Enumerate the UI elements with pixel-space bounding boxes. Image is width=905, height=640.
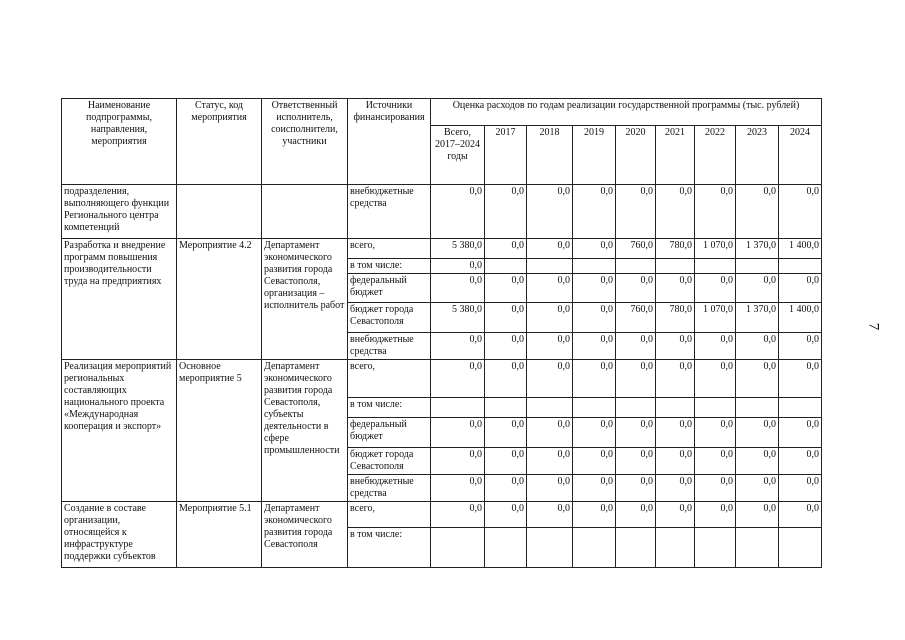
activity-name: подразделения, выполняющего функции Регионального центра компетенций (62, 185, 177, 239)
activity-status: Мероприятие 5.1 (177, 502, 262, 568)
activity-responsible: Департамент экономического развития города Севастополя (262, 502, 348, 568)
year-value: 0,0 (485, 475, 527, 502)
year-value: 0,0 (656, 185, 695, 239)
header-sources: Источники финансирования (348, 99, 431, 185)
year-value: 0,0 (573, 185, 616, 239)
year-value (573, 259, 616, 274)
total-value: 0,0 (431, 502, 485, 528)
total-value: 0,0 (431, 274, 485, 303)
year-value: 0,0 (779, 185, 822, 239)
header-year: 2020 (616, 126, 656, 185)
year-value: 0,0 (736, 448, 779, 475)
year-value: 0,0 (527, 475, 573, 502)
year-value: 1 070,0 (695, 239, 736, 259)
total-value: 0,0 (431, 418, 485, 448)
total-value: 0,0 (431, 475, 485, 502)
header-year: 2023 (736, 126, 779, 185)
year-value: 0,0 (656, 418, 695, 448)
year-value (736, 259, 779, 274)
total-value: 0,0 (431, 259, 485, 274)
year-value: 760,0 (616, 303, 656, 333)
funding-source: внебюджетные средства (348, 475, 431, 502)
year-value: 1 070,0 (695, 303, 736, 333)
total-value: 5 380,0 (431, 303, 485, 333)
total-value: 0,0 (431, 448, 485, 475)
year-value: 0,0 (695, 274, 736, 303)
year-value: 0,0 (527, 448, 573, 475)
year-value: 0,0 (779, 502, 822, 528)
activity-responsible: Департамент экономического развития города Севастополя, организация – исполнитель работ (262, 239, 348, 360)
year-value: 1 400,0 (779, 239, 822, 259)
year-value: 0,0 (527, 239, 573, 259)
year-value (779, 259, 822, 274)
year-value (779, 528, 822, 568)
year-value: 0,0 (656, 333, 695, 360)
header-estimate: Оценка расходов по годам реализации государственной программы (тыс. рублей) (431, 99, 822, 126)
year-value: 0,0 (485, 448, 527, 475)
year-value (527, 259, 573, 274)
activity-name: Разработка и внедрение программ повышения производительности труда на предприятиях (62, 239, 177, 360)
budget-table (61, 98, 822, 568)
year-value: 0,0 (485, 502, 527, 528)
funding-source: федеральный бюджет (348, 274, 431, 303)
total-value: 0,0 (431, 333, 485, 360)
header-responsible: Ответственный исполнитель, соисполнители, участники (262, 99, 348, 185)
year-value: 0,0 (527, 185, 573, 239)
funding-source: федеральный бюджет (348, 418, 431, 448)
year-value (527, 398, 573, 418)
year-value: 0,0 (695, 418, 736, 448)
year-value: 0,0 (527, 303, 573, 333)
year-value: 0,0 (616, 333, 656, 360)
table-row (62, 185, 822, 239)
year-value (485, 259, 527, 274)
year-value: 0,0 (485, 303, 527, 333)
header-row (62, 99, 822, 126)
page-number: 7 (865, 322, 882, 331)
header-status: Статус, код мероприятия (177, 99, 262, 185)
year-value: 0,0 (736, 418, 779, 448)
year-value: 0,0 (695, 360, 736, 398)
year-value: 0,0 (527, 274, 573, 303)
activity-name: Реализация мероприятий региональных составляющих национального проекта «Международная кооперация и экспорт» (62, 360, 177, 502)
year-value: 0,0 (779, 360, 822, 398)
year-value: 0,0 (616, 185, 656, 239)
year-value (616, 259, 656, 274)
funding-source: внебюджетные средства (348, 185, 431, 239)
year-value: 0,0 (573, 475, 616, 502)
year-value: 0,0 (695, 333, 736, 360)
year-value: 0,0 (527, 360, 573, 398)
year-value (616, 398, 656, 418)
header-year: 2017 (485, 126, 527, 185)
year-value: 0,0 (736, 360, 779, 398)
year-value (695, 398, 736, 418)
year-value: 0,0 (656, 475, 695, 502)
activity-status (177, 185, 262, 239)
activity-responsible: Департамент экономического развития города Севастополя, субъекты деятельности в сфере промышленности (262, 360, 348, 502)
year-value (485, 528, 527, 568)
year-value: 0,0 (616, 418, 656, 448)
year-value: 0,0 (736, 502, 779, 528)
total-value: 0,0 (431, 185, 485, 239)
funding-source: в том числе: (348, 528, 431, 568)
year-value (656, 259, 695, 274)
year-value: 0,0 (695, 448, 736, 475)
year-value: 0,0 (779, 274, 822, 303)
year-value: 0,0 (573, 274, 616, 303)
activity-status: Мероприятие 4.2 (177, 239, 262, 360)
header-total: Всего, 2017–2024 годы (431, 126, 485, 185)
funding-source: в том числе: (348, 259, 431, 274)
total-value (431, 398, 485, 418)
year-value: 0,0 (485, 185, 527, 239)
year-value: 0,0 (616, 502, 656, 528)
funding-source: в том числе: (348, 398, 431, 418)
year-value: 0,0 (656, 360, 695, 398)
header-year: 2022 (695, 126, 736, 185)
year-value (695, 259, 736, 274)
year-value (485, 398, 527, 418)
funding-source: всего, (348, 360, 431, 398)
year-value: 0,0 (485, 360, 527, 398)
table-row (62, 502, 822, 528)
year-value: 0,0 (527, 333, 573, 360)
total-value: 5 380,0 (431, 239, 485, 259)
header-year: 2019 (573, 126, 616, 185)
funding-source: всего, (348, 502, 431, 528)
year-value (736, 528, 779, 568)
year-value: 0,0 (616, 448, 656, 475)
year-value: 0,0 (736, 475, 779, 502)
year-value: 0,0 (736, 185, 779, 239)
year-value: 0,0 (779, 448, 822, 475)
activity-responsible (262, 185, 348, 239)
year-value (656, 398, 695, 418)
year-value: 0,0 (573, 303, 616, 333)
year-value (527, 528, 573, 568)
year-value: 1 400,0 (779, 303, 822, 333)
header-name: Наименование подпрограммы, направления, мероприятия (62, 99, 177, 185)
year-value: 0,0 (656, 274, 695, 303)
year-value: 0,0 (616, 475, 656, 502)
table-row (62, 360, 822, 398)
table-body (62, 99, 822, 568)
year-value: 0,0 (573, 360, 616, 398)
header-year: 2021 (656, 126, 695, 185)
year-value (695, 528, 736, 568)
funding-source: внебюджетные средства (348, 333, 431, 360)
activity-status: Основное мероприятие 5 (177, 360, 262, 502)
year-value: 0,0 (779, 333, 822, 360)
year-value: 0,0 (573, 502, 616, 528)
year-value: 0,0 (736, 333, 779, 360)
year-value (573, 528, 616, 568)
header-year: 2024 (779, 126, 822, 185)
year-value: 0,0 (573, 333, 616, 360)
year-value: 0,0 (573, 418, 616, 448)
year-value: 0,0 (656, 448, 695, 475)
total-value: 0,0 (431, 360, 485, 398)
year-value (656, 528, 695, 568)
year-value (616, 528, 656, 568)
year-value: 0,0 (485, 239, 527, 259)
year-value: 0,0 (485, 274, 527, 303)
year-value: 0,0 (485, 418, 527, 448)
year-value: 0,0 (736, 274, 779, 303)
year-value: 0,0 (695, 502, 736, 528)
funding-source: бюджет города Севастополя (348, 448, 431, 475)
year-value: 780,0 (656, 303, 695, 333)
header-year: 2018 (527, 126, 573, 185)
year-value: 780,0 (656, 239, 695, 259)
year-value: 0,0 (695, 185, 736, 239)
year-value: 0,0 (656, 502, 695, 528)
year-value: 760,0 (616, 239, 656, 259)
table-row (62, 239, 822, 259)
year-value (779, 398, 822, 418)
total-value (431, 528, 485, 568)
year-value: 0,0 (527, 418, 573, 448)
funding-source: бюджет города Севастополя (348, 303, 431, 333)
year-value: 1 370,0 (736, 303, 779, 333)
funding-source: всего, (348, 239, 431, 259)
year-value: 0,0 (616, 360, 656, 398)
year-value: 0,0 (573, 448, 616, 475)
year-value: 0,0 (616, 274, 656, 303)
year-value: 0,0 (779, 418, 822, 448)
year-value: 1 370,0 (736, 239, 779, 259)
year-value (736, 398, 779, 418)
year-value: 0,0 (779, 475, 822, 502)
year-value (573, 398, 616, 418)
year-value: 0,0 (485, 333, 527, 360)
activity-name: Создание в составе организации, относящейся к инфраструктуре поддержки субъектов (62, 502, 177, 568)
year-value: 0,0 (695, 475, 736, 502)
year-value: 0,0 (573, 239, 616, 259)
year-value: 0,0 (527, 502, 573, 528)
